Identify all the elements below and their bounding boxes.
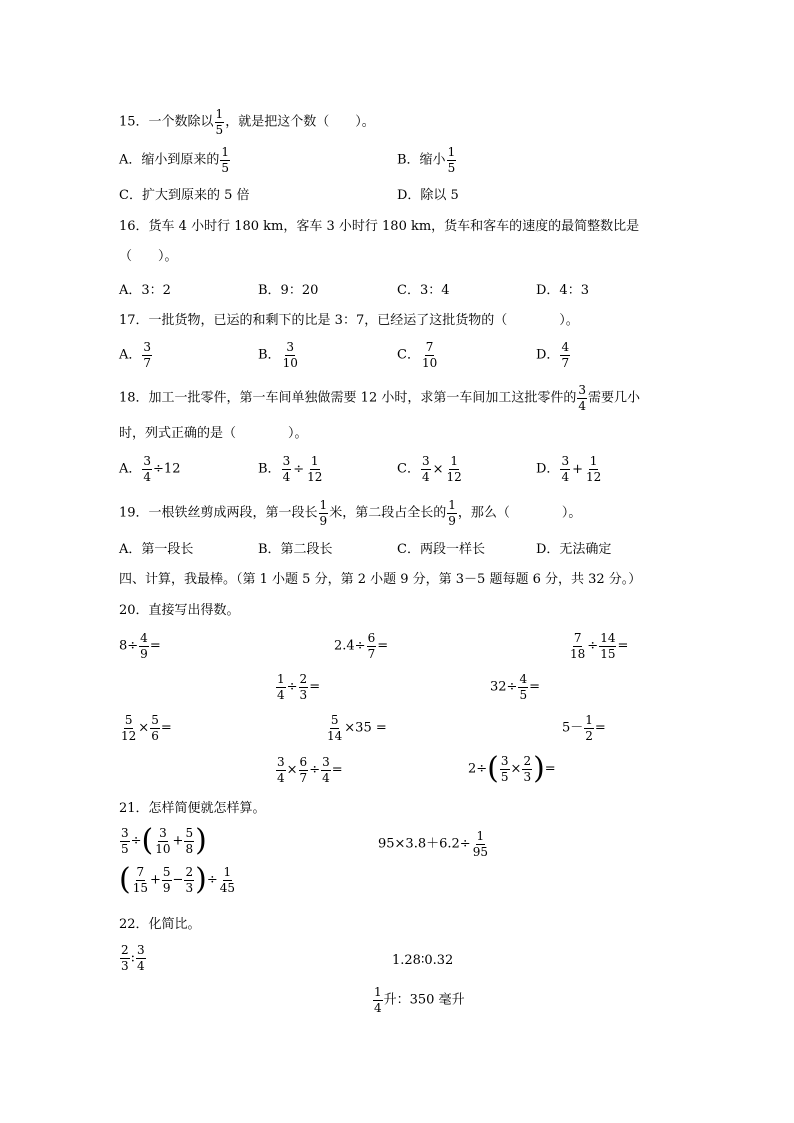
fraction: $\frac{3}{4}$ xyxy=(421,454,430,484)
fraction: $\frac{2}{3}$ xyxy=(299,672,308,702)
q16-option-c: C．3：4 xyxy=(397,283,450,298)
fraction: $\frac{6}{7}$ xyxy=(367,631,376,661)
q19-option-d: D．无法确定 xyxy=(536,542,612,557)
q20-expr-10: 2÷( $\frac{3}{5}$ × $\frac{2}{3}$ )= xyxy=(468,751,556,786)
fraction: $\frac{3}{4}$ xyxy=(322,755,330,785)
q15-option-d: D．除以 5 xyxy=(397,188,459,203)
q16-option-a: A．3：2 xyxy=(119,283,171,298)
fraction: $\frac{7}{18}$ xyxy=(570,631,586,661)
fraction: $\frac{3}{4}$ xyxy=(561,454,570,484)
q19-option-a: A．第一段长 xyxy=(119,542,194,557)
fraction: $\frac{1}{5}$ xyxy=(447,145,456,175)
q20-expr-2: 2.4÷ $\frac{6}{7}$ = xyxy=(334,631,389,661)
fraction: $\frac{2}{3}$ xyxy=(185,864,194,895)
q20-expr-8: 5－ $\frac{1}{2}$ = xyxy=(562,713,606,743)
q16-option-b: B．9：20 xyxy=(258,283,319,298)
q21-expr-1: $\frac{3}{5}$ ÷( $\frac{3}{10}$ + $\frac{5}{8}$ ) xyxy=(121,823,207,858)
q20-title: 20．直接写出得数。 xyxy=(119,603,240,618)
q22-expr-1: $\frac{2}{3}$ : $\frac{3}{4}$ xyxy=(121,943,145,973)
q15-option-a: A．缩小到原来的 $\frac{1}{5}$ xyxy=(119,145,230,175)
fraction: $\frac{1}{9}$ xyxy=(448,498,456,528)
q20-expr-9: $\frac{3}{4}$ × $\frac{6}{7}$ ÷ $\frac{3}{4}$ = xyxy=(277,755,343,785)
fraction: $\frac{2}{3}$ xyxy=(121,943,129,973)
fraction: $\frac{1}{4}$ xyxy=(374,985,382,1015)
q18-option-d: D． $\frac{3}{4}$ + $\frac{1}{12}$ xyxy=(536,454,602,484)
question-15 xyxy=(119,108,375,136)
fraction: $\frac{4}{7}$ xyxy=(561,340,570,370)
q18-line2: 时，列式正确的是（ ）。 xyxy=(119,426,308,441)
q21-expr-3: ( $\frac{7}{15}$ + $\frac{5}{9}$ − $\frac{2}{3}$ )÷ $\frac{1}{45}$ xyxy=(119,862,235,897)
fraction: $\frac{4}{5}$ xyxy=(519,672,528,702)
q17-option-a: A． $\frac{3}{7}$ xyxy=(119,340,152,370)
fraction: $\frac{1}{4}$ xyxy=(277,672,285,702)
q15-text-a: 15．一个数除以 xyxy=(119,114,214,130)
q16-line1: 16．货车 4 小时行 180 km，客车 3 小时行 180 km，货车和客车的速度的最简整数比是 xyxy=(119,219,640,234)
fraction: $\frac{3}{10}$ xyxy=(155,825,171,856)
q22-title: 22．化简比。 xyxy=(119,917,201,932)
q21-title: 21．怎样简便就怎样算。 xyxy=(119,801,266,816)
fraction: $\frac{1}{95}$ xyxy=(472,829,488,859)
fraction: $\frac{1}{45}$ xyxy=(219,864,235,895)
fraction: $\frac{3}{7}$ xyxy=(143,340,152,370)
fraction: $\frac{5}{14}$ xyxy=(327,713,343,743)
section-4-heading: 四、计算，我最棒。（第 1 小题 5 分，第 2 小题 9 分，第 3－5 题每题 6 分，共 32 分。） xyxy=(119,572,642,587)
q15-option-c: C．扩大到原来的 5 倍 xyxy=(119,188,250,203)
fraction: $\frac{14}{15}$ xyxy=(600,631,616,661)
q17-option-c: C． $\frac{7}{10}$ xyxy=(397,340,438,370)
q18-option-b: B． $\frac{3}{4}$ ÷ $\frac{1}{12}$ xyxy=(258,454,323,484)
fraction: $\frac{3}{10}$ xyxy=(282,340,298,370)
q20-expr-3: $\frac{7}{18}$ ÷ $\frac{14}{15}$ = xyxy=(570,631,629,661)
q20-expr-1: 8÷ $\frac{4}{9}$ = xyxy=(119,631,161,661)
fraction: $\frac{3}{4}$ xyxy=(578,383,586,413)
q20-expr-5: 32÷ $\frac{4}{5}$ = xyxy=(490,672,540,702)
q17-option-b: B． $\frac{3}{10}$ xyxy=(258,340,298,370)
q22-expr-3: $\frac{1}{4}$ 升：350 毫升 xyxy=(374,985,465,1015)
q21-expr-2: 95×3.8＋6.2÷ $\frac{1}{95}$ xyxy=(378,829,488,859)
fraction: $\frac{3}{5}$ xyxy=(500,753,509,784)
q18-option-c: C． $\frac{3}{4}$ × $\frac{1}{12}$ xyxy=(397,454,462,484)
q22-expr-2: 1.28∶0.32 xyxy=(392,953,454,968)
q19-option-c: C．两段一样长 xyxy=(397,542,485,557)
q18-line1: 18．加工一批零件，第一车间单独做需要 12 小时，求第一车间加工这批零件的 $\frac{3}{4}$ 需要几小 xyxy=(119,383,641,413)
fraction: $\frac{4}{9}$ xyxy=(140,631,148,661)
q20-expr-4: $\frac{1}{4}$ ÷ $\frac{2}{3}$ = xyxy=(277,672,321,702)
fraction: $\frac{2}{3}$ xyxy=(523,753,532,784)
q17-option-d: D． $\frac{4}{7}$ xyxy=(536,340,570,370)
q17-text: 17．一批货物，已运的和剩下的比是 3：7，已经运了这批货物的（ ）。 xyxy=(119,313,579,328)
fraction: $\frac{6}{7}$ xyxy=(299,755,308,785)
fraction: $\frac{3}{4}$ xyxy=(143,454,152,484)
fraction: $\frac{1}{12}$ xyxy=(307,454,323,484)
fraction: $\frac{1}{9}$ xyxy=(319,498,328,528)
fraction: $\frac{7}{15}$ xyxy=(132,864,148,895)
q19-option-b: B．第二段长 xyxy=(258,542,333,557)
q16-line2: （ ）。 xyxy=(119,249,178,264)
fraction: $\frac{5}{9}$ xyxy=(162,864,171,895)
fraction: $\frac{1}{2}$ xyxy=(585,713,593,743)
fraction: $\frac{3}{4}$ xyxy=(277,755,285,785)
fraction: $\frac{1}{12}$ xyxy=(585,454,602,484)
fraction: $\frac{3}{4}$ xyxy=(282,454,291,484)
q15-option-b: B．缩小 $\frac{1}{5}$ xyxy=(397,145,456,175)
fraction: $\frac{5}{6}$ xyxy=(151,713,159,743)
q16-option-d: D．4：3 xyxy=(536,283,589,298)
fraction: $\frac{3}{5}$ xyxy=(121,825,129,856)
fraction: $\frac{1}{12}$ xyxy=(446,454,462,484)
fraction: $\frac{1}{5}$ xyxy=(221,145,230,175)
q15-text-b: ，就是把这个数（ ）。 xyxy=(225,114,375,130)
fraction: $\frac{1}{5}$ xyxy=(215,107,224,137)
q18-option-a: A． $\frac{3}{4}$ ÷12 xyxy=(119,454,181,484)
q20-expr-6: $\frac{5}{12}$ × $\frac{5}{6}$ = xyxy=(121,713,172,743)
q20-expr-7: $\frac{5}{14}$ ×35 = xyxy=(327,713,387,743)
q19-text: 19．一根铁丝剪成两段，第一段长 $\frac{1}{9}$ 米，第二段占全长的 $\frac{1}{9}$ ，那么（ ）。 xyxy=(119,498,582,528)
fraction: $\frac{3}{4}$ xyxy=(137,943,145,973)
fraction: $\frac{5}{8}$ xyxy=(185,825,194,856)
fraction: $\frac{7}{10}$ xyxy=(421,340,438,370)
fraction: $\frac{5}{12}$ xyxy=(121,713,137,743)
